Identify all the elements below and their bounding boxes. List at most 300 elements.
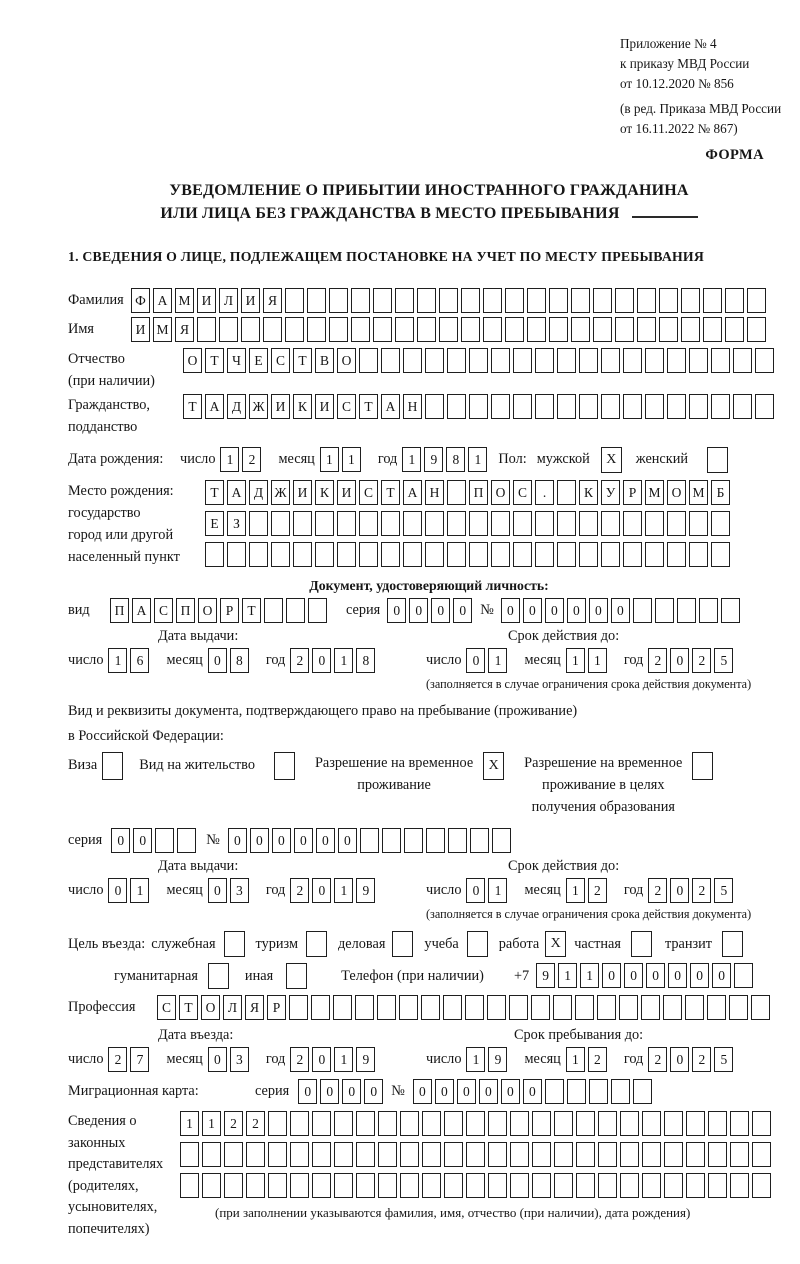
char-cell bbox=[689, 511, 708, 536]
char-cell bbox=[557, 542, 576, 567]
char-cell bbox=[425, 511, 444, 536]
char-cell bbox=[567, 1079, 586, 1104]
char-cell bbox=[535, 511, 554, 536]
char-cell bbox=[333, 995, 352, 1020]
char-cell bbox=[422, 1111, 441, 1136]
migration-series-boxes bbox=[298, 1079, 386, 1104]
char-cell bbox=[601, 542, 620, 567]
char-cell bbox=[271, 511, 290, 536]
given-name-boxes bbox=[131, 317, 769, 342]
char-cell: 0 bbox=[523, 1079, 542, 1104]
char-cell: 0 bbox=[342, 1079, 361, 1104]
day-label: число bbox=[68, 652, 104, 668]
char-cell bbox=[620, 1111, 639, 1136]
char-cell: 0 bbox=[431, 598, 450, 623]
purpose-tourism-checkbox bbox=[306, 931, 327, 957]
char-cell: Ф bbox=[131, 288, 150, 313]
char-cell bbox=[633, 598, 652, 623]
ref-line-5: от 16.11.2022 № 867) bbox=[620, 121, 738, 136]
char-cell: А bbox=[205, 394, 224, 419]
char-cell bbox=[532, 1111, 551, 1136]
purpose-tourism-label: туризм bbox=[255, 936, 299, 952]
char-cell bbox=[483, 317, 502, 342]
char-cell bbox=[447, 348, 466, 373]
char-cell: 0 bbox=[690, 963, 709, 988]
char-cell bbox=[535, 348, 554, 373]
char-cell bbox=[422, 1142, 441, 1167]
temp-permit-label-1: Разрешение на временное bbox=[314, 755, 474, 771]
char-cell bbox=[711, 348, 730, 373]
form-title bbox=[68, 179, 790, 225]
temp-permit-edu-label bbox=[524, 752, 682, 818]
entry-day-boxes bbox=[108, 1047, 152, 1072]
phone-label: Телефон (при наличии) bbox=[341, 968, 484, 984]
representatives-label-3: представителях bbox=[68, 1156, 164, 1172]
expiry-day-boxes bbox=[466, 878, 510, 903]
title-line-2-wrap bbox=[68, 202, 790, 225]
stay-heading: Срок пребывания до: bbox=[514, 1027, 644, 1043]
representatives-label-1: Сведения о bbox=[68, 1113, 137, 1129]
char-cell: 8 bbox=[446, 447, 465, 472]
char-cell: М bbox=[689, 480, 708, 505]
char-cell bbox=[180, 1142, 199, 1167]
char-cell: С bbox=[271, 348, 290, 373]
char-cell bbox=[293, 542, 312, 567]
char-cell bbox=[285, 288, 304, 313]
char-cell bbox=[513, 394, 532, 419]
char-cell: Р bbox=[220, 598, 239, 623]
appendix-reference bbox=[620, 34, 798, 139]
char-cell: 0 bbox=[457, 1079, 476, 1104]
title-line-2: ИЛИ ЛИЦА БЕЗ ГРАЖДАНСТВА В МЕСТО ПРЕБЫВАНИЯ bbox=[160, 205, 620, 222]
char-cell: 9 bbox=[488, 1047, 507, 1072]
char-cell: М bbox=[153, 317, 172, 342]
purpose-work-label: работа bbox=[498, 936, 540, 952]
temp-permit-edu-checkbox bbox=[692, 752, 713, 780]
citizenship-boxes bbox=[183, 394, 777, 419]
ref-line-3: от 10.12.2020 № 856 bbox=[620, 76, 734, 91]
expiry-month-boxes bbox=[566, 648, 610, 673]
validity-note: (заполняется в случае ограничения срока действия документа) bbox=[426, 907, 752, 921]
char-cell: 0 bbox=[338, 828, 357, 853]
profession-boxes bbox=[157, 995, 773, 1020]
char-cell: Я bbox=[245, 995, 264, 1020]
char-cell bbox=[290, 1111, 309, 1136]
char-cell: 1 bbox=[580, 963, 599, 988]
char-cell bbox=[637, 288, 656, 313]
char-cell bbox=[575, 995, 594, 1020]
char-cell bbox=[443, 995, 462, 1020]
char-cell bbox=[469, 542, 488, 567]
purpose-humanitarian-label: гуманитарная bbox=[114, 968, 198, 984]
char-cell bbox=[554, 1142, 573, 1167]
char-cell: 2 bbox=[290, 1047, 309, 1072]
char-cell bbox=[334, 1111, 353, 1136]
char-cell: 2 bbox=[224, 1111, 243, 1136]
day-label: число bbox=[180, 451, 216, 467]
representatives-row-2 bbox=[180, 1142, 774, 1167]
year-label: год bbox=[623, 882, 644, 898]
char-cell bbox=[334, 1173, 353, 1198]
char-cell bbox=[381, 348, 400, 373]
char-cell: 5 bbox=[714, 878, 733, 903]
year-label: год bbox=[623, 652, 644, 668]
char-cell bbox=[531, 995, 550, 1020]
char-cell bbox=[681, 317, 700, 342]
char-cell: Т bbox=[293, 348, 312, 373]
char-cell bbox=[615, 317, 634, 342]
char-cell: И bbox=[131, 317, 150, 342]
char-cell: Т bbox=[381, 480, 400, 505]
char-cell bbox=[439, 317, 458, 342]
char-cell: П bbox=[176, 598, 195, 623]
char-cell bbox=[623, 511, 642, 536]
char-cell: 0 bbox=[479, 1079, 498, 1104]
char-cell bbox=[356, 1173, 375, 1198]
phone-prefix: +7 bbox=[513, 968, 530, 984]
char-cell bbox=[637, 317, 656, 342]
month-label: месяц bbox=[166, 882, 203, 898]
char-cell: 1 bbox=[320, 447, 339, 472]
char-cell: 1 bbox=[588, 648, 607, 673]
char-cell bbox=[351, 317, 370, 342]
migration-card-row bbox=[68, 1079, 790, 1104]
ref-line-1: Приложение № 4 bbox=[620, 36, 717, 51]
char-cell: 0 bbox=[646, 963, 665, 988]
char-cell: С bbox=[359, 480, 378, 505]
char-cell bbox=[466, 1111, 485, 1136]
char-cell: К bbox=[315, 480, 334, 505]
sex-female-checkbox bbox=[707, 447, 728, 473]
char-cell: 5 bbox=[714, 1047, 733, 1072]
char-cell bbox=[360, 828, 379, 853]
char-cell: С bbox=[337, 394, 356, 419]
char-cell: 0 bbox=[294, 828, 313, 853]
char-cell bbox=[510, 1173, 529, 1198]
expiry-year-boxes bbox=[648, 878, 736, 903]
char-cell bbox=[642, 1173, 661, 1198]
char-cell: 1 bbox=[334, 1047, 353, 1072]
char-cell bbox=[249, 511, 268, 536]
char-cell bbox=[711, 542, 730, 567]
char-cell bbox=[488, 1142, 507, 1167]
char-cell bbox=[359, 542, 378, 567]
issue-day-boxes bbox=[108, 878, 152, 903]
char-cell: И bbox=[293, 480, 312, 505]
char-cell bbox=[734, 963, 753, 988]
entry-stay-dates bbox=[68, 1027, 790, 1072]
char-cell bbox=[491, 348, 510, 373]
char-cell bbox=[447, 480, 466, 505]
birth-place-label-1: Место рождения: bbox=[68, 483, 174, 499]
residence-intro-1: Вид и реквизиты документа, подтверждающего право на пребывание (проживание) bbox=[68, 703, 578, 719]
char-cell bbox=[579, 348, 598, 373]
doc-series-boxes bbox=[387, 598, 475, 623]
char-cell bbox=[202, 1173, 221, 1198]
char-cell bbox=[268, 1142, 287, 1167]
char-cell: И bbox=[197, 288, 216, 313]
char-cell bbox=[403, 511, 422, 536]
doc-number-label: № bbox=[480, 602, 494, 618]
char-cell bbox=[268, 1173, 287, 1198]
char-cell: А bbox=[153, 288, 172, 313]
issue-year-boxes bbox=[290, 648, 378, 673]
char-cell: 0 bbox=[712, 963, 731, 988]
char-cell bbox=[664, 1142, 683, 1167]
char-cell bbox=[202, 1142, 221, 1167]
char-cell: 1 bbox=[466, 1047, 485, 1072]
residence-doc-dates bbox=[68, 858, 790, 922]
char-cell bbox=[752, 1111, 771, 1136]
char-cell: 0 bbox=[312, 1047, 331, 1072]
citizenship-label bbox=[68, 394, 183, 438]
residence-expiry bbox=[426, 858, 790, 922]
char-cell bbox=[747, 288, 766, 313]
char-cell bbox=[747, 317, 766, 342]
char-cell: О bbox=[201, 995, 220, 1020]
char-cell bbox=[461, 288, 480, 313]
birth-place-label bbox=[68, 480, 205, 568]
char-cell bbox=[597, 995, 616, 1020]
form-label: ФОРМА bbox=[705, 147, 764, 163]
issue-date-row bbox=[68, 648, 426, 673]
char-cell bbox=[377, 995, 396, 1020]
purpose-business-label: деловая bbox=[338, 936, 386, 952]
purpose-row-2 bbox=[68, 963, 790, 990]
char-cell: 2 bbox=[692, 1047, 711, 1072]
char-cell bbox=[403, 542, 422, 567]
char-cell: 1 bbox=[180, 1111, 199, 1136]
char-cell bbox=[532, 1142, 551, 1167]
char-cell: 2 bbox=[692, 648, 711, 673]
representatives-label-4: (родителях, bbox=[68, 1177, 139, 1194]
purpose-private-label: частная bbox=[574, 936, 621, 952]
temp-permit-option bbox=[315, 752, 504, 796]
char-cell: 0 bbox=[501, 598, 520, 623]
char-cell: 0 bbox=[108, 878, 127, 903]
char-cell: И bbox=[337, 480, 356, 505]
char-cell bbox=[689, 348, 708, 373]
char-cell bbox=[681, 288, 700, 313]
char-cell bbox=[553, 995, 572, 1020]
char-cell bbox=[576, 1142, 595, 1167]
char-cell bbox=[448, 828, 467, 853]
char-cell bbox=[527, 317, 546, 342]
char-cell bbox=[576, 1111, 595, 1136]
char-cell bbox=[513, 348, 532, 373]
char-cell bbox=[249, 542, 268, 567]
char-cell bbox=[491, 394, 510, 419]
char-cell: 0 bbox=[670, 648, 689, 673]
char-cell: Т bbox=[242, 598, 261, 623]
char-cell bbox=[686, 1142, 705, 1167]
char-cell: 0 bbox=[387, 598, 406, 623]
char-cell bbox=[510, 1111, 529, 1136]
citizenship-label-1: Гражданство, bbox=[68, 397, 150, 413]
purpose-study-label: учеба bbox=[424, 936, 459, 952]
char-cell: У bbox=[601, 480, 620, 505]
char-cell: А bbox=[381, 394, 400, 419]
char-cell bbox=[246, 1173, 265, 1198]
patronymic-label-2: (при наличии) bbox=[68, 373, 155, 389]
residence-permit-label: Вид на жительство bbox=[139, 757, 255, 773]
char-cell bbox=[312, 1142, 331, 1167]
blank-underline bbox=[632, 216, 698, 218]
char-cell bbox=[642, 1142, 661, 1167]
char-cell: 2 bbox=[290, 648, 309, 673]
doc-kind-boxes bbox=[110, 598, 330, 623]
char-cell bbox=[620, 1173, 639, 1198]
char-cell: О bbox=[183, 348, 202, 373]
char-cell: 6 bbox=[130, 648, 149, 673]
char-cell: Е bbox=[249, 348, 268, 373]
char-cell: 2 bbox=[108, 1047, 127, 1072]
char-cell: 1 bbox=[108, 648, 127, 673]
purpose-work-checkbox: X bbox=[545, 931, 566, 957]
char-cell bbox=[645, 542, 664, 567]
char-cell bbox=[571, 317, 590, 342]
char-cell bbox=[425, 348, 444, 373]
day-label: число bbox=[68, 882, 104, 898]
char-cell bbox=[444, 1142, 463, 1167]
char-cell bbox=[422, 1173, 441, 1198]
char-cell bbox=[664, 1173, 683, 1198]
entry-heading: Дата въезда: bbox=[158, 1027, 234, 1043]
char-cell bbox=[708, 1142, 727, 1167]
char-cell: Н bbox=[403, 394, 422, 419]
char-cell bbox=[439, 288, 458, 313]
residence-permit-checkbox bbox=[274, 752, 295, 780]
char-cell bbox=[395, 288, 414, 313]
representatives-label-2: законных bbox=[68, 1134, 126, 1151]
year-label: год bbox=[265, 1051, 286, 1067]
char-cell bbox=[469, 511, 488, 536]
char-cell: 0 bbox=[413, 1079, 432, 1104]
expiry-heading: Срок действия до: bbox=[508, 858, 620, 874]
birth-place-label-2: государство bbox=[68, 505, 141, 521]
char-cell bbox=[509, 995, 528, 1020]
entry-date-row bbox=[68, 1047, 426, 1072]
char-cell bbox=[271, 542, 290, 567]
char-cell bbox=[725, 288, 744, 313]
char-cell: 0 bbox=[111, 828, 130, 853]
identity-doc-dates bbox=[68, 628, 790, 692]
char-cell: Р bbox=[623, 480, 642, 505]
char-cell bbox=[557, 394, 576, 419]
char-cell: 1 bbox=[130, 878, 149, 903]
month-label: месяц bbox=[278, 451, 315, 467]
char-cell: 3 bbox=[230, 1047, 249, 1072]
char-cell bbox=[730, 1142, 749, 1167]
char-cell: 0 bbox=[228, 828, 247, 853]
char-cell bbox=[197, 317, 216, 342]
birth-place-row-3 bbox=[205, 542, 733, 567]
char-cell bbox=[598, 1142, 617, 1167]
char-cell bbox=[290, 1173, 309, 1198]
char-cell bbox=[593, 317, 612, 342]
issue-month-boxes bbox=[208, 648, 252, 673]
char-cell: А bbox=[403, 480, 422, 505]
doc-number-boxes bbox=[501, 598, 743, 623]
char-cell bbox=[417, 317, 436, 342]
issue-day-boxes bbox=[108, 648, 152, 673]
char-cell: П bbox=[110, 598, 129, 623]
given-name-row bbox=[68, 317, 790, 342]
sex-male-label: мужской bbox=[536, 451, 590, 467]
purpose-business-checkbox bbox=[392, 931, 413, 957]
char-cell bbox=[466, 1142, 485, 1167]
char-cell: А bbox=[227, 480, 246, 505]
char-cell bbox=[623, 348, 642, 373]
char-cell bbox=[532, 1173, 551, 1198]
patronymic-label bbox=[68, 348, 183, 392]
char-cell bbox=[155, 828, 174, 853]
char-cell bbox=[399, 995, 418, 1020]
char-cell bbox=[444, 1111, 463, 1136]
issue-date-row bbox=[68, 878, 426, 903]
char-cell bbox=[730, 1111, 749, 1136]
year-label: год bbox=[377, 451, 398, 467]
temp-permit-edu-label-3: получения образования bbox=[531, 799, 675, 815]
char-cell: И bbox=[241, 288, 260, 313]
char-cell bbox=[373, 317, 392, 342]
char-cell bbox=[645, 394, 664, 419]
char-cell bbox=[488, 1111, 507, 1136]
representatives-boxes bbox=[180, 1111, 774, 1222]
char-cell bbox=[378, 1173, 397, 1198]
char-cell: 8 bbox=[230, 648, 249, 673]
char-cell bbox=[403, 348, 422, 373]
birth-place-row-1 bbox=[205, 480, 733, 505]
identity-expiry bbox=[426, 628, 790, 692]
char-cell bbox=[752, 1173, 771, 1198]
char-cell: 9 bbox=[536, 963, 555, 988]
validity-note: (заполняется в случае ограничения срока действия документа) bbox=[426, 677, 752, 691]
purpose-humanitarian-checkbox bbox=[208, 963, 229, 989]
char-cell bbox=[557, 480, 576, 505]
ref-line-2: к приказу МВД России bbox=[620, 56, 750, 71]
char-cell bbox=[642, 1111, 661, 1136]
residence-series-label: серия bbox=[68, 832, 103, 848]
char-cell: Я bbox=[263, 288, 282, 313]
char-cell: О bbox=[337, 348, 356, 373]
residence-series-boxes bbox=[111, 828, 199, 853]
char-cell: Т bbox=[205, 480, 224, 505]
char-cell bbox=[470, 828, 489, 853]
birth-date-label: Дата рождения: bbox=[68, 451, 164, 467]
char-cell: 2 bbox=[648, 1047, 667, 1072]
stay-month-boxes bbox=[566, 1047, 610, 1072]
char-cell: 3 bbox=[230, 878, 249, 903]
char-cell: 0 bbox=[208, 648, 227, 673]
month-label: месяц bbox=[524, 1051, 561, 1067]
char-cell bbox=[447, 511, 466, 536]
char-cell: 0 bbox=[133, 828, 152, 853]
char-cell bbox=[466, 1173, 485, 1198]
char-cell: 9 bbox=[356, 1047, 375, 1072]
doc-series-label: серия bbox=[346, 602, 381, 618]
char-cell bbox=[667, 511, 686, 536]
char-cell bbox=[725, 317, 744, 342]
char-cell bbox=[535, 394, 554, 419]
char-cell: 0 bbox=[466, 648, 485, 673]
char-cell bbox=[619, 995, 638, 1020]
char-cell bbox=[510, 1142, 529, 1167]
char-cell bbox=[703, 317, 722, 342]
sex-male-checkbox: X bbox=[601, 447, 622, 473]
char-cell bbox=[667, 348, 686, 373]
char-cell bbox=[733, 394, 752, 419]
